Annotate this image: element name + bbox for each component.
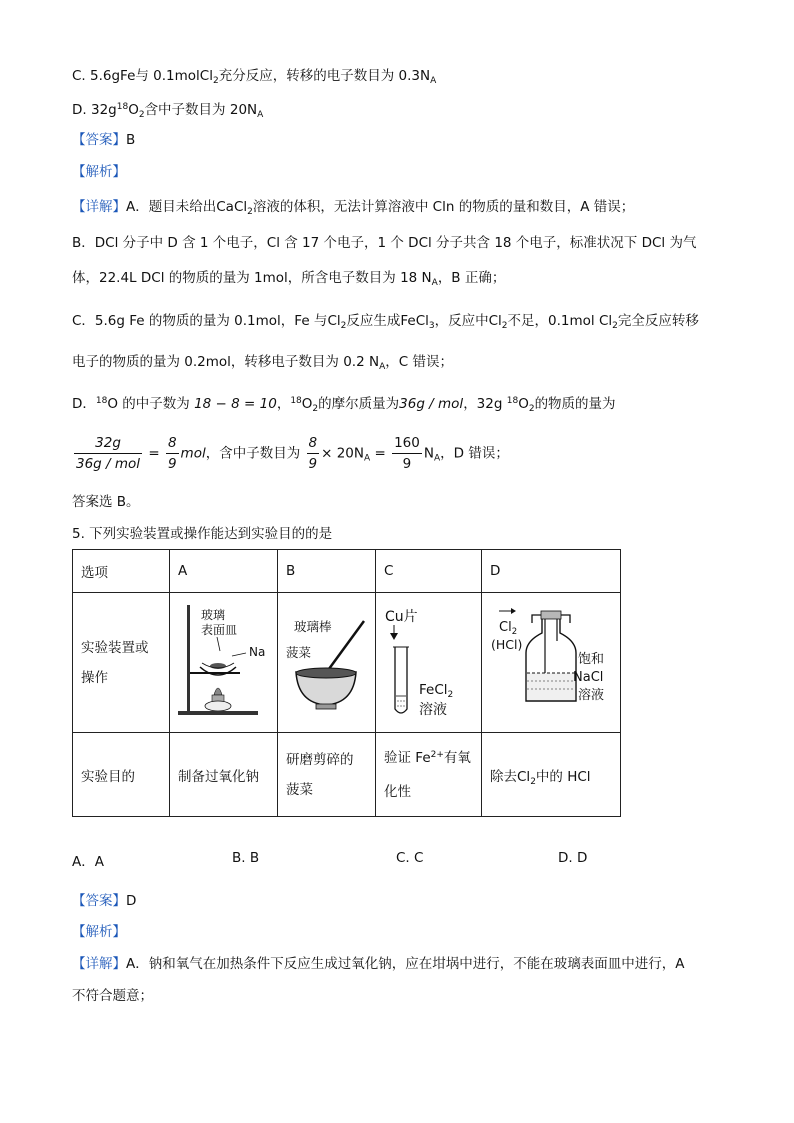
fig-b-label-1: 玻璃棒 [294,619,332,634]
choice-d: D. D [558,850,588,866]
conclusion: 答案选 B。 [72,494,140,510]
choice-b: B. B [232,850,260,866]
option-d: D. $32g^{18}O_2$含中子数目为 $20N_A$ [72,102,264,120]
mortar-pestle-figure [278,593,375,728]
figure-a-cell [170,593,278,733]
purpose-a: 制备过氧化钠 [170,733,278,817]
purpose-b: 研磨剪碎的 菠菜 [278,733,376,817]
row-label: 实验目的 [73,733,170,817]
fig-a-label-3: Na [249,645,266,659]
apparatus-row [73,593,621,733]
detail-line-c1: C．5.6g Fe 的物质的量为 0.1mol，Fe 与$Cl_2$反应生成FeCl$_3$，反应中$Cl_2$不足，0.1mol $Cl_2$完全反应转移 [72,313,699,331]
fig-a-label-2: 表面皿 [201,623,238,637]
answer-label: 【答案】 [72,893,126,909]
answer-label: 【答案】 [72,132,126,148]
header-cell: C [376,550,482,593]
detail2-line-1: 【详解】A．钠和氧气在加热条件下反应生成过氧化钠，应在坩埚中进行，不能在玻璃表面皿中进行，A [72,956,685,972]
header-cell: A [170,550,278,593]
fig-c-label-1: Cu片 [385,609,418,625]
purpose-row [73,733,621,817]
fig-d-label-2: (HCl) [491,637,523,652]
option-c: C. 5.6gFe与 0.1molCl$_2$充分反应，转移的电子数目为 $0.3N_A$ [72,68,437,86]
analysis-label: 【解析】 [72,164,126,180]
detail2-line-2: 不符合题意； [72,988,153,1004]
answer-line: 【答案】B [72,132,136,148]
fig-d-label-3: 饱和 [578,652,605,667]
purpose-c: 验证 $Fe^{2+}$有氧 化性 [376,733,482,817]
detail-line-a: 【详解】A．题目未给出CaCl$_2$溶液的体积，无法计算溶液中 Cln 的物质的量和数目，A 错误； [72,199,635,217]
table-header-row [73,550,621,593]
watch-glass-heating-figure [170,593,277,728]
figure-c-cell [376,593,482,733]
options-table [72,549,621,817]
fig-a-label-1: 玻璃 [201,608,226,622]
fraction: $\frac{160}{9}$ [394,435,420,472]
fig-c-label-2: FeCl$_2$ [419,682,454,700]
analysis-label-2: 【解析】 [72,924,126,940]
detail-line-b2: 体，22.4L DCl 的物质的量为 1mol，所含电子数目为 18 $N_A$，B 正确； [72,270,506,288]
detail-line-d1: D．$^{18}$O 的中子数为 18 − 8 = 10，$^{18}O_2$的摩尔质量为36g / mol，32g $^{18}O_2$的物质的量为 [72,396,616,414]
fraction: $\frac{32g}{\text{36g / mol}}$ [76,435,141,472]
header-cell: 选项 [73,550,170,593]
answer-line-2: 【答案】D [72,893,137,909]
question-5: 5. 下列实验装置或操作能达到实验目的的是 [72,526,333,542]
purpose-d: 除去$Cl_2$中的 HCl [482,733,621,817]
header-cell: D [482,550,621,593]
detail-line-d2: $\frac{32g}{\text{36g / mol}}$ = $\frac{8}{9}$ mol，含中子数目为 $\frac{8}{9}$ × $20N_A$ = $\frac{160}{9}$ $N_A$，D 错误； [76,435,509,472]
fig-d-label-5: 溶液 [578,688,605,703]
detail-line-c2: 电子的物质的量为 0.2mol，转移电子数目为 0.2 $N_A$，C 错误； [72,354,453,372]
header-cell: B [278,550,376,593]
gas-washing-bottle-figure [482,593,620,728]
choice-c: C. C [396,850,424,866]
figure-b-cell [278,593,376,733]
fraction: $\frac{8}{9}$ [308,435,318,472]
fig-d-label-4: NaCl [573,670,604,685]
test-tube-figure [376,593,481,728]
fig-c-label-3: 溶液 [419,702,447,718]
fig-b-label-2: 菠菜 [286,645,312,660]
fraction: $\frac{8}{9}$ [167,435,177,472]
figure-d-cell [482,593,621,733]
row-label: 实验装置或 操作 [73,593,170,733]
detail-line-b1: B．DCl 分子中 D 含 1 个电子，Cl 含 17 个电子，1 个 DCl 分子共含 18 个电子，标准状况下 DCl 为气 [72,235,697,251]
choice-a: A．A [72,854,104,870]
fig-d-label-1: $Cl_2$ [499,620,518,637]
